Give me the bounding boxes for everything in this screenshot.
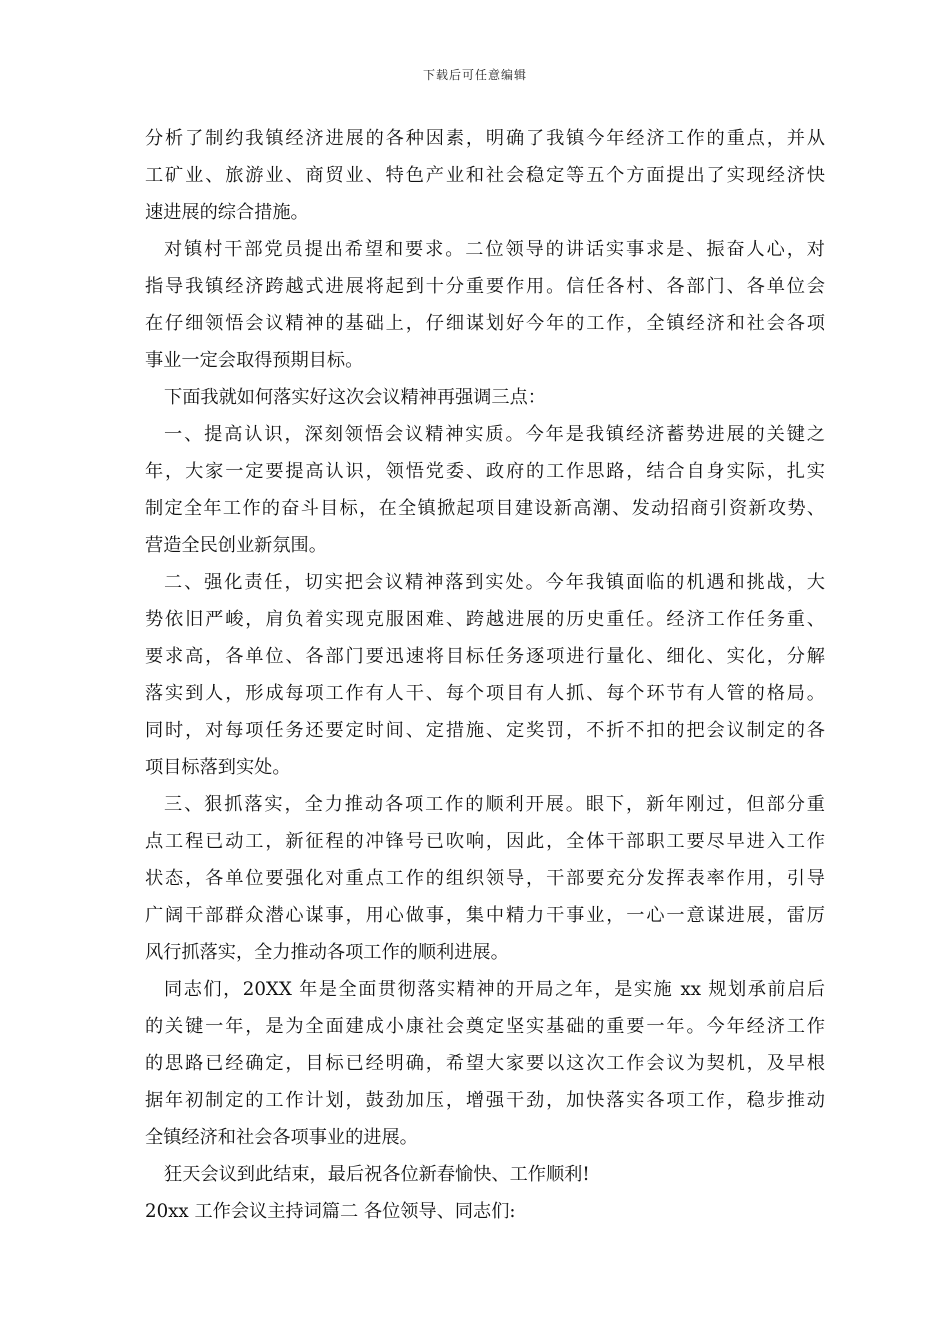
text-line: 年，大家一定要提高认识，领悟党委、政府的工作思路，结合自身实际，扎实 xyxy=(145,461,825,482)
text-line: 营造全民创业新氛围。 xyxy=(145,535,327,556)
text-line: 20xx 工作会议主持词篇二 各位领导、同志们: xyxy=(145,1201,516,1222)
text-line: 工矿业、旅游业、商贸业、特色产业和社会稳定等五个方面提出了实现经济快 xyxy=(145,165,825,186)
text-line: 项目标落到实处。 xyxy=(145,757,291,778)
text-line: 点工程已动工，新征程的冲锋号已吹响，因此，全体干部职工要尽早进入工作 xyxy=(145,831,825,852)
text-line: 三、狠抓落实，全力推动各项工作的顺利开展。眼下，新年刚过，但部分重 xyxy=(164,794,825,815)
text-line: 状态，各单位要强化对重点工作的组织领导，干部要充分发挥表率作用，引导 xyxy=(145,868,825,889)
text-line: 二、强化责任，切实把会议精神落到实处。今年我镇面临的机遇和挑战，大 xyxy=(164,572,825,593)
text-line: 据年初制定的工作计划，鼓劲加压，增强干劲，加快落实各项工作，稳步推动 xyxy=(145,1090,825,1111)
text-line: 同志们，20XX 年是全面贯彻落实精神的开局之年，是实施 xx 规划承前启后 xyxy=(164,979,825,1000)
text-line: 速进展的综合措施。 xyxy=(145,202,309,223)
text-line: 事业一定会取得预期目标。 xyxy=(145,350,364,371)
text-line: 同时，对每项任务还要定时间、定措施、定奖罚，不折不扣的把会议制定的各 xyxy=(145,720,825,741)
text-line: 制定全年工作的奋斗目标，在全镇掀起项目建设新高潮、发动招商引资新攻势、 xyxy=(145,498,825,519)
text-line: 全镇经济和社会各项事业的进展。 xyxy=(145,1127,418,1148)
text-line: 的关键一年，是为全面建成小康社会奠定坚实基础的重要一年。今年经济工作 xyxy=(145,1016,825,1037)
text-line: 对镇村干部党员提出希望和要求。二位领导的讲话实事求是、振奋人心，对 xyxy=(164,239,825,260)
document-body xyxy=(145,120,825,1230)
text-line: 分析了制约我镇经济进展的各种因素，明确了我镇今年经济工作的重点，并从 xyxy=(145,128,825,149)
text-line: 指导我镇经济跨越式进展将起到十分重要作用。信任各村、各部门、各单位会 xyxy=(145,276,825,297)
text-line: 一、提高认识，深刻领悟会议精神实质。今年是我镇经济蓄势进展的关键之 xyxy=(164,424,825,445)
text-line: 下面我就如何落实好这次会议精神再强调三点： xyxy=(164,387,546,408)
text-line: 广阔干部群众潜心谋事，用心做事，集中精力干事业，一心一意谋进展，雷厉 xyxy=(145,905,825,926)
text-line: 的思路已经确定，目标已经明确，希望大家要以这次工作会议为契机，及早根 xyxy=(145,1053,825,1074)
text-line: 在仔细领悟会议精神的基础上，仔细谋划好今年的工作，全镇经济和社会各项 xyxy=(145,313,825,334)
page-header: 下载后可任意编辑 xyxy=(422,68,527,82)
text-line: 风行抓落实，全力推动各项工作的顺利进展。 xyxy=(145,942,509,963)
text-line: 落实到人，形成每项工作有人干、每个项目有人抓、每个环节有人管的格局。 xyxy=(145,683,825,704)
text-line: 要求高，各单位、各部门要迅速将目标任务逐项进行量化、细化、实化，分解 xyxy=(145,646,825,667)
text-line: 狂天会议到此结束，最后祝各位新春愉快、工作顺利! xyxy=(164,1164,590,1185)
text-line: 势依旧严峻，肩负着实现克服困难、跨越进展的历史重任。经济工作任务重、 xyxy=(145,609,825,630)
